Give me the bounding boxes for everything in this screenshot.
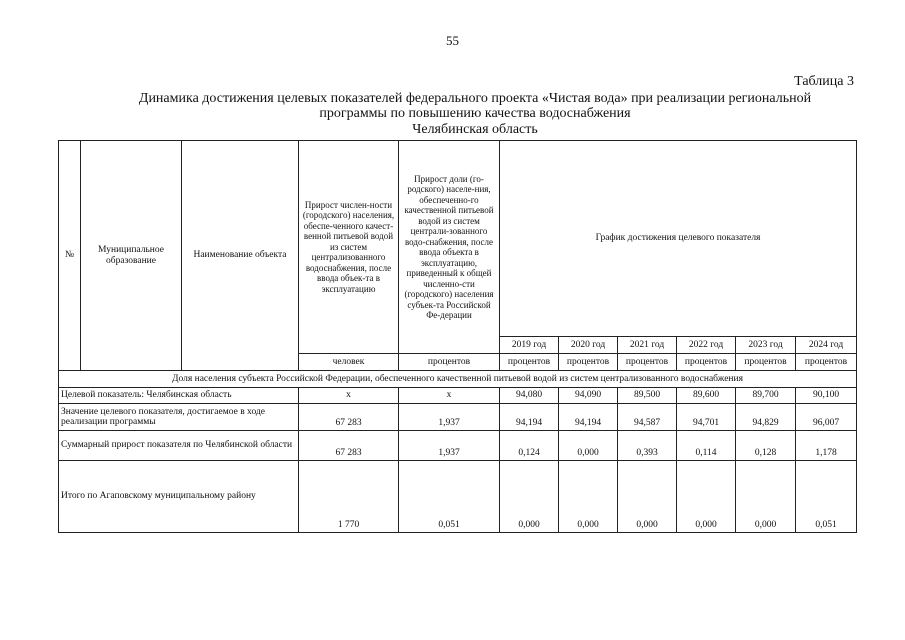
year-header: 2023 год <box>736 337 796 354</box>
row-count: 67 283 <box>299 431 399 461</box>
page-number: 55 <box>446 33 459 48</box>
unit-share: процентов <box>399 354 500 371</box>
row-label: Итого по Агаповскому муниципальному району <box>59 461 299 533</box>
year-header: 2022 год <box>677 337 736 354</box>
row-year-value: 94,829 <box>736 404 796 431</box>
row-year-value: 94,587 <box>618 404 677 431</box>
row-year-value: 94,080 <box>500 388 559 404</box>
row-year-value: 0,114 <box>677 431 736 461</box>
row-year-value: 0,393 <box>618 431 677 461</box>
row-year-value: 0,000 <box>559 461 618 533</box>
row-year-value: 1,178 <box>796 431 857 461</box>
col-header-object-name: Наименование объекта <box>182 141 299 371</box>
table-row <box>59 461 857 533</box>
year-header: 2019 год <box>500 337 559 354</box>
table-title-line-2: программы по повышению качества водоснабжения <box>319 106 631 121</box>
row-year-value: 89,500 <box>618 388 677 404</box>
table-label: Таблица 3 <box>794 74 854 89</box>
table-row <box>59 388 857 404</box>
row-count: 1 770 <box>299 461 399 533</box>
indicator-table <box>58 140 857 533</box>
table-title-line-1: Динамика достижения целевых показателей федерального проекта «Чистая вода» при реализации региональной <box>138 91 812 106</box>
unit-count: человек <box>299 354 399 371</box>
col-header-growth-share: Прирост доли (го-родского) населе-ния, обеспеченно-го качественной питьевой водой из систем централи-зованного водо-снабжения, после ввода объекта в эксплуатацию, приведенный к общей численно-сти (городского) населения субъек-та Российской Фе-дерации <box>399 141 500 354</box>
col-header-growth-count: Прирост числен-ности (городского) населения, обеспе-ченного качест-венной питьевой водой из систем централизованного водоснабжения, после ввода объек-та в эксплуатацию <box>299 141 399 354</box>
row-year-value: 90,100 <box>796 388 857 404</box>
unit-year: процентов <box>677 354 736 371</box>
row-year-value: 0,128 <box>736 431 796 461</box>
row-year-value: 89,700 <box>736 388 796 404</box>
table-row <box>59 431 857 461</box>
col-header-municipality: Муниципальное образование <box>81 141 182 371</box>
header-row <box>59 141 857 337</box>
section-row <box>59 371 857 388</box>
unit-year: процентов <box>500 354 559 371</box>
row-year-value: 0,000 <box>559 431 618 461</box>
table-row <box>59 404 857 431</box>
row-year-value: 94,194 <box>500 404 559 431</box>
row-year-value: 94,194 <box>559 404 618 431</box>
row-year-value: 89,600 <box>677 388 736 404</box>
row-year-value: 0,051 <box>796 461 857 533</box>
row-share: 1,937 <box>399 431 500 461</box>
row-share: 1,937 <box>399 404 500 431</box>
row-year-value: 0,000 <box>500 461 559 533</box>
unit-year: процентов <box>796 354 857 371</box>
col-header-num: № <box>59 141 81 371</box>
row-share: х <box>399 388 500 404</box>
col-header-schedule: График достижения целевого показателя <box>500 141 857 337</box>
row-year-value: 94,701 <box>677 404 736 431</box>
row-label: Целевой показатель: Челябинская область <box>59 388 299 404</box>
unit-year: процентов <box>736 354 796 371</box>
table-title <box>90 91 860 121</box>
unit-year: процентов <box>618 354 677 371</box>
row-year-value: 0,000 <box>736 461 796 533</box>
row-year-value: 0,124 <box>500 431 559 461</box>
row-year-value: 0,000 <box>618 461 677 533</box>
year-header: 2021 год <box>618 337 677 354</box>
year-header: 2020 год <box>559 337 618 354</box>
row-year-value: 0,000 <box>677 461 736 533</box>
row-year-value: 96,007 <box>796 404 857 431</box>
row-year-value: 94,090 <box>559 388 618 404</box>
row-label: Значение целевого показателя, достигаемое в ходе реализации программы <box>59 404 299 431</box>
row-label: Суммарный прирост показателя по Челябинской области <box>59 431 299 461</box>
row-share: 0,051 <box>399 461 500 533</box>
region-name: Челябинская область <box>412 122 538 137</box>
year-header: 2024 год <box>796 337 857 354</box>
row-count: 67 283 <box>299 404 399 431</box>
row-count: х <box>299 388 399 404</box>
section-title: Доля населения субъекта Российской Федерации, обеспеченного качественной питьевой водой из систем централизованного водоснабжения <box>59 371 857 388</box>
unit-year: процентов <box>559 354 618 371</box>
